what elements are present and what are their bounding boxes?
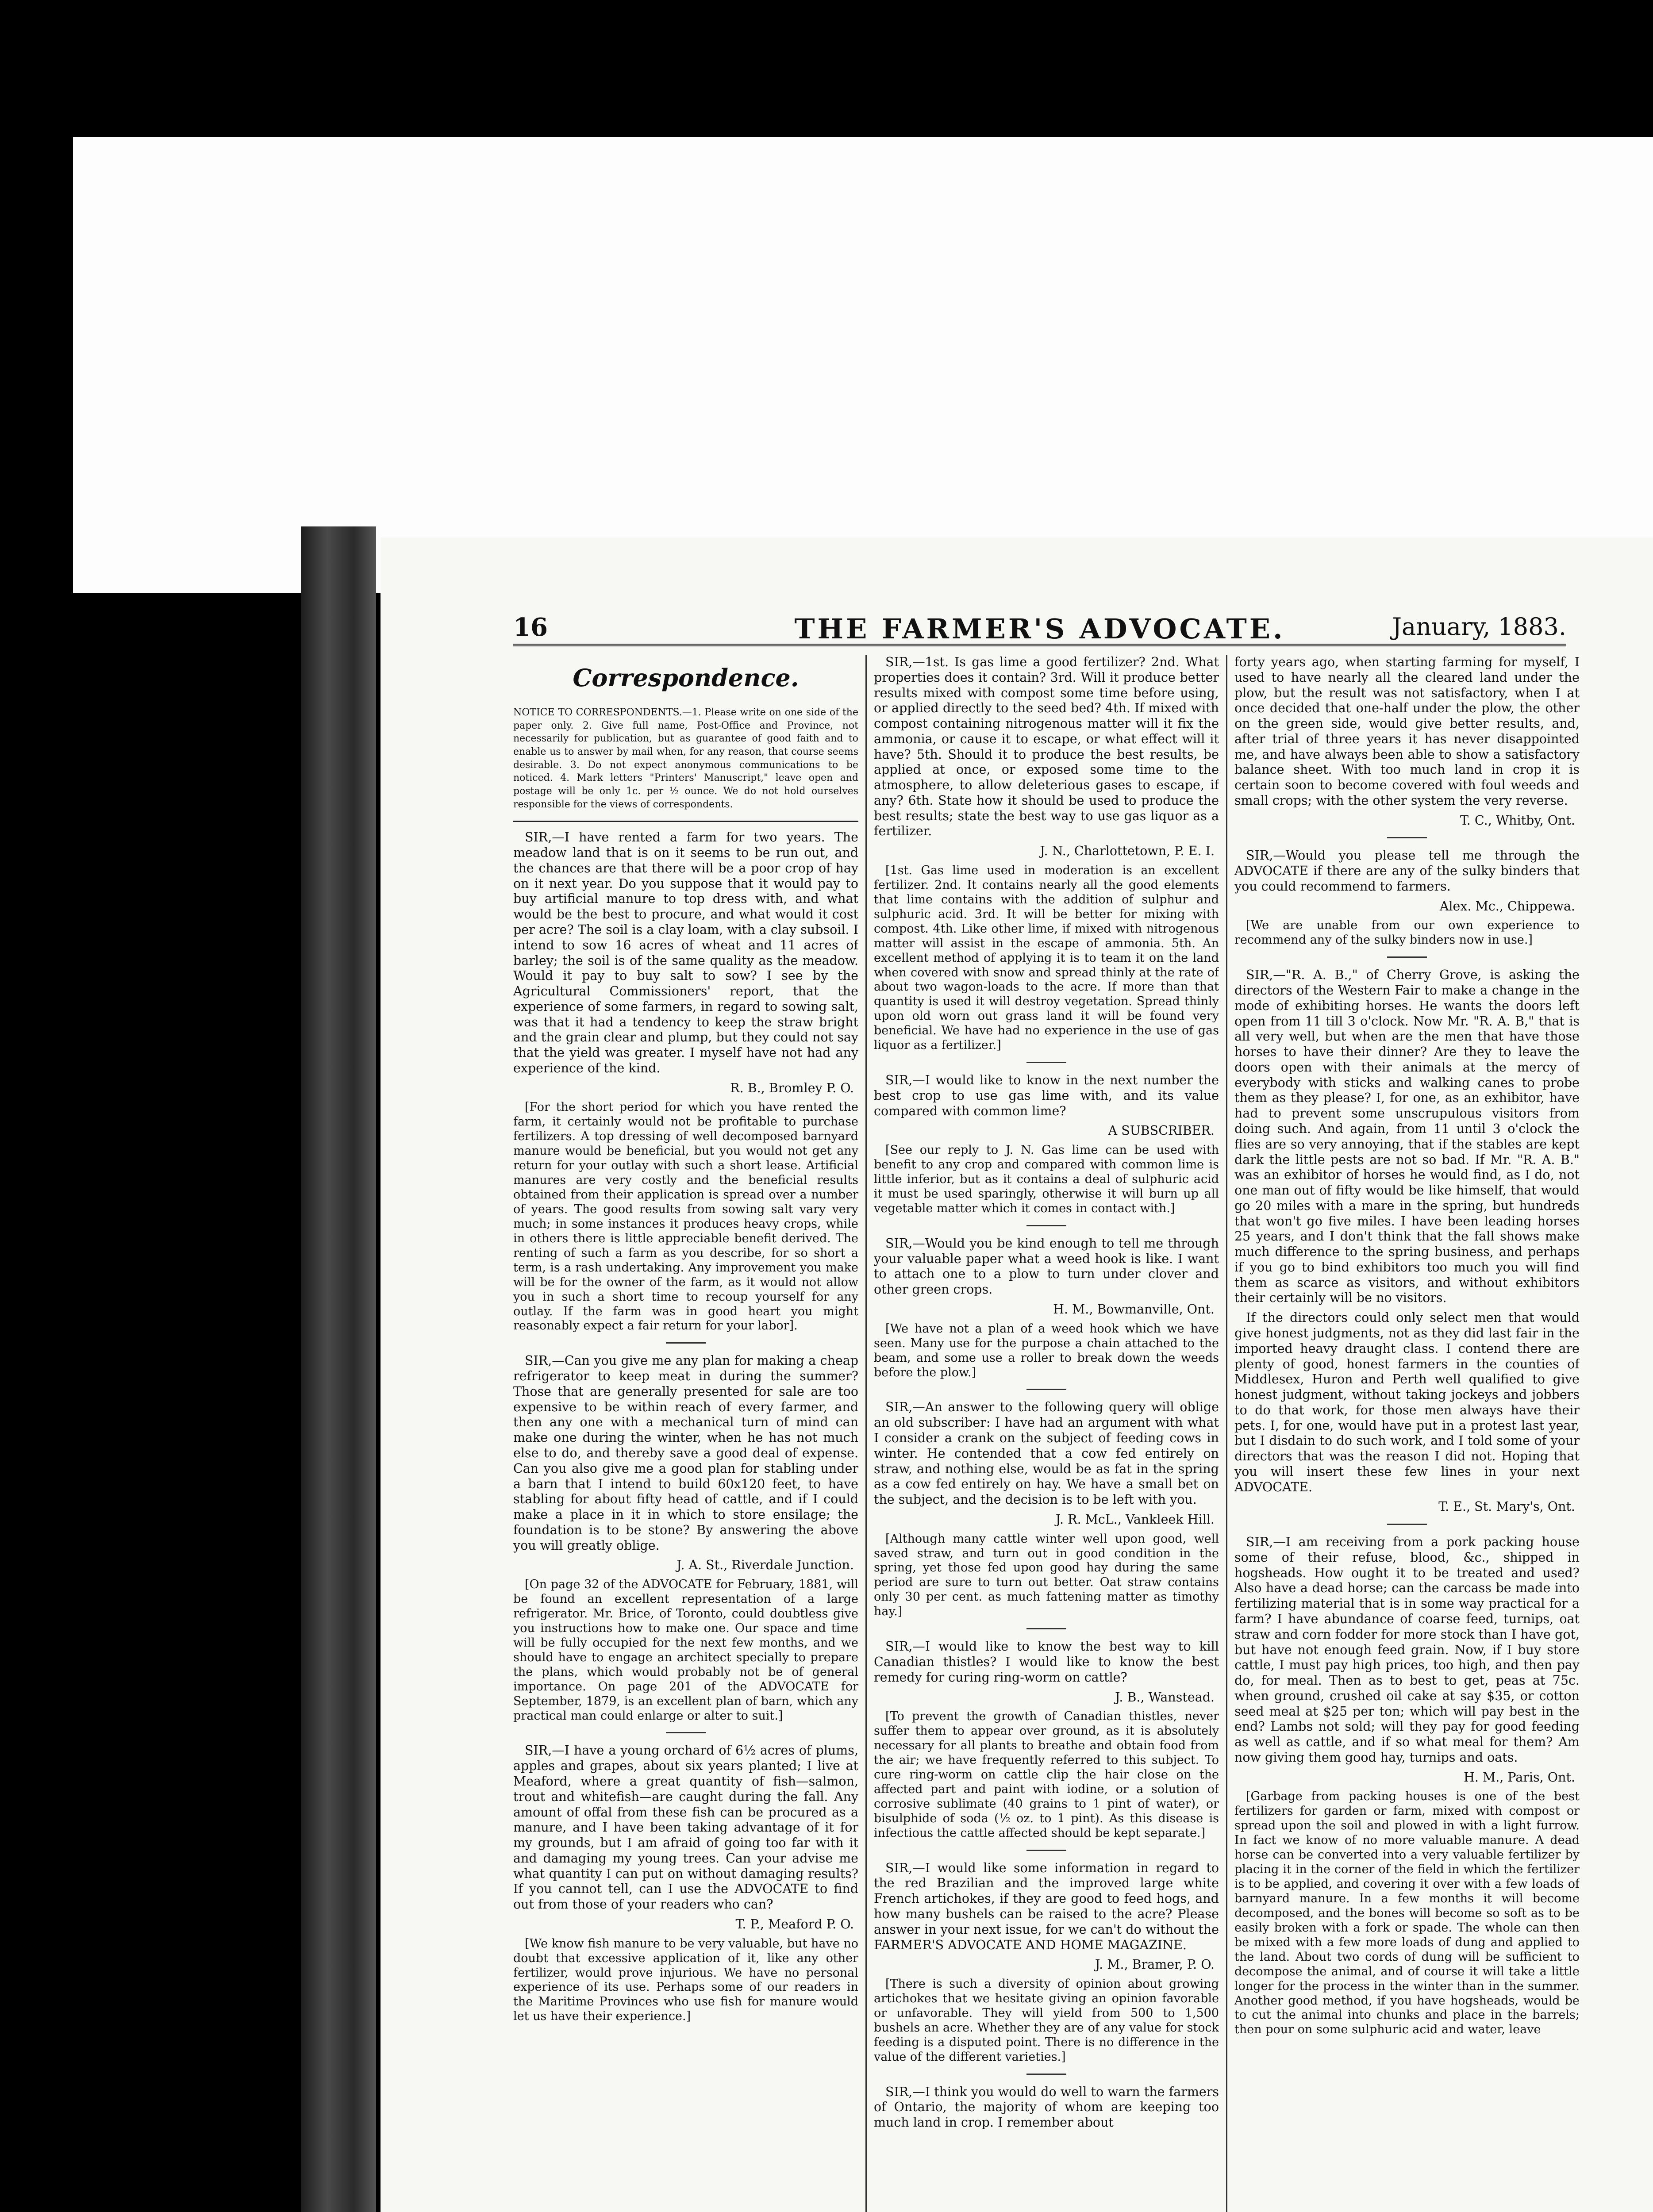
editor-reply: [Although many cattle winter well upon good, well saved straw, and turn out in good condition in the spring, yet those fed upon good hay during the same period are sure to turn out better. Oat straw contains only 30 per cent. as much fattening matter as timothy hay.] xyxy=(874,1532,1219,1619)
separator xyxy=(1026,1850,1066,1851)
signature: T. C., Whitby, Ont. xyxy=(1460,813,1575,828)
editor-reply: [On page 32 of the ADVOCATE for February, 1881, will be found an excellent representation of a large refrigerator. Mr. Brice, of Toronto, could doubtless give you instructions how to make one. Our space and time will be fully occupied for the next few months, and we should have to engage an architect specially to prepare the plans, which would probably not be of general importance. On page 201 of the ADVOCATE for September, 1879, is an excellent plan of barn, which any practical man could enlarge or alter to suit.] xyxy=(513,1578,858,1723)
signature: J. N., Charlottetown, P. E. I. xyxy=(1040,844,1215,859)
letter: SIR,—I would like to know the best way to kill Canadian thistles? I would like to know the best remedy for curing ring-worm on cattle? xyxy=(874,1639,1219,1685)
column-rule xyxy=(865,655,867,2212)
separator xyxy=(1026,1628,1066,1629)
signature: J. B., Wanstead. xyxy=(1115,1690,1215,1705)
letter: SIR,—I would like some information in regard to the red Brazilian and the improved large white French artichokes, if they are good to feed hogs, and how many bushels can be raised to the acre? Please answer in your next issue, for we can't do without the FARMER'S ADVOCATE AND HOME MAGAZINE. xyxy=(874,1860,1219,1952)
letter: SIR,—"R. A. B.," of Cherry Grove, is asking the directors of the Western Fair to make a change in the mode of exhibiting horses. He wants the doors left open from 11 till 3 o'clock. Now Mr. "R. A. B," that is all very well, but when are the men that have those horses to have their dinner? Are they to leave the doors open with their animals at the mercy of everybody with sticks and walking canes to probe them as they please? I, for one, as an exhibitor, have had to prevent some unscrupulous visitors from doing such. And again, from 11 until 3 o'clock the flies are so very annoying, that if the stables are kept dark the little pests are not so bad. If Mr. "R. A. B." was an exhibitor of horses he would find, as I do, not one man out of fifty would be like himself, that would go 20 miles with a mare in the spring, but hundreds that won't go five miles. I have been leading horses 25 years, and I don't think that the fall shows make much difference to the spring business, and perhaps if you go to bind exhibitors too much you will find them as scarce as visitors, and without exhibitors their certainly will be no visitors. xyxy=(1234,968,1580,1306)
signature: Alex. Mc., Chippewa. xyxy=(1439,899,1575,914)
separator xyxy=(1387,1524,1427,1525)
editor-reply: [For the short period for which you have rented the farm, it certainly would not be profitable to purchase fertilizers. A top dressing of well decomposed barnyard manure would be beneficial, but you would not get any return for your outlay with such a short lease. Artificial manures are very costly and the beneficial results obtained from their application is spread over a number of years. The good results from sowing salt vary very much; in some instances it produces heavy crops, while in others there is little appreciable benefit derived. The renting of such a farm as you describe, for so short a term, is a rash undertaking. Any improvement you make will be for the owner of the farm, as it would not allow you in such a short time to recoup yourself for any outlay. If the farm was in good heart you might reasonably expect a fair return for your labor]. xyxy=(513,1100,858,1333)
background-paper-band xyxy=(73,137,1653,593)
letter: If the directors could only select men that would give honest judgments, not as they did last fair in the imported heavy draught class. I contend there are plenty of good, honest farmers in the counties of Middlesex, Huron and Perth well qualified to give honest judgment, without taking jockeys and jobbers to do that work, for those men always have their pets. I, for one, would have put in a protest last year, but I disdain to do such work, and I told some of your directors that was the reason I did not. Hoping that you will insert these few lines in your next ADVOCATE. xyxy=(1234,1310,1580,1494)
letter: SIR,—I think you would do well to warn the farmers of Ontario, the majority of whom are keeping too much land in crop. I remember about xyxy=(874,2084,1219,2130)
separator xyxy=(1026,1389,1066,1390)
separator xyxy=(666,1732,706,1733)
signature: T. P., Meaford P. O. xyxy=(735,1916,854,1932)
separator xyxy=(1387,837,1427,838)
letter: SIR,—I have rented a farm for two years. The meadow land that is on it seems to be run out, and the chances are that there will be a poor crop of hay on it next year. Do you suppose that it would pay to buy artificial manure to top dress with, and what would be the best to procure, and what would it cost per acre? The soil is a clay loam, with a clay subsoil. I intend to sow 16 acres of wheat and 11 acres of barley; the soil is of the same quality as the meadow. Would it pay to buy salt to sow? I see by the Agricultural Commissioners' report, that the experience of some farmers, in regard to sowing salt, was that it had a tendency to keep the straw bright and the grain clear and plump, but they could not say that the yield was greater. I myself have not had any experience of the kind. xyxy=(513,830,858,1075)
issue-date: January, 1883. xyxy=(1392,613,1566,641)
letter: SIR,—I would like to know in the next number the best crop to use gas lime with, and its value compared with common lime? xyxy=(874,1073,1219,1118)
letter: SIR,—I have a young orchard of 6½ acres of plums, apples and grapes, about six years planted; I live at Meaford, where a great quantity of fish—salmon, trout and whitefish—are caught during the fall. Any amount of offal from these fish can be procured as a manure, and I have been taking advantage of it for my grounds, but I am afraid of going too far with it and damaging my young trees. Can your advise me what quantity I can put on without damaging results? If you cannot tell, can I use the ADVOCATE to find out from those of your readers who can? xyxy=(513,1743,858,1912)
signature: J. M., Bramer, P. O. xyxy=(1095,1957,1215,1972)
section-heading: Correspondence. xyxy=(573,664,799,692)
editor-reply: [See our reply to J. N. Gas lime can be used with benefit to any crop and compared with common lime is little inferior, but as it contains a deal of sulphuric acid it must be used sparingly, otherwise it will burn up all vegetable matter which it comes in contact with.] xyxy=(874,1143,1219,1215)
signature: T. E., St. Mary's, Ont. xyxy=(1438,1499,1575,1514)
separator xyxy=(1387,956,1427,958)
newspaper-page xyxy=(381,538,1653,2212)
separator xyxy=(1026,1062,1066,1063)
editor-reply: [We know fish manure to be very valuable, but have no doubt that excessive application of it, like any other fertilizer, would prove injurious. We have no personal experience of its use. Perhaps some of our readers in the Maritime Provinces who use fish for manure would let us have their experience.] xyxy=(513,1936,858,2024)
signature: H. M., Paris, Ont. xyxy=(1464,1770,1575,1785)
letter-continued: forty years ago, when starting farming for myself, I used to have nearly all the cleared land under the plow, but the result was not satisfactory, when I at once decided that one-half under the plow, the other on the green side, would give better results, and, after trial of three years it has never disappointed me, and have always been able to show a satisfactory balance sheet. With too much land in crop it is certain soon to become covered with foul weeds and small crops; with the other system the very reverse. xyxy=(1234,655,1580,808)
letter: SIR,—Would you please tell me through the ADVOCATE if there are any of the sulky binders that you could recommend to farmers. xyxy=(1234,848,1580,894)
notice-to-correspondents: NOTICE TO CORRESPONDENTS.—1. Please write on one side of the paper only. 2. Give full name, Post-Office and Province, not necessarily for publication, but as guarantee of good faith and to enable us to answer by mail when, for any reason, that course seems desirable. 3. Do not expect anonymous communications to be noticed. 4. Mark letters "Printers' Manuscript," leave open and postage will be only 1c. per ½ ounce. We do not hold ourselves responsible for the views of correspondents. xyxy=(513,706,858,822)
editor-reply: [We are unable from our own experience to recommend any of the sulky binders now in use.] xyxy=(1234,918,1580,947)
separator xyxy=(1026,2074,1066,2075)
editor-reply: [There is such a diversity of opinion about growing artichokes that we hesitate giving an opinion favorable or unfavorable. They will yield from 500 to 1,500 bushels an acre. Whether they are of any value for stock feeding is a disputed point. There is no difference in the value of the different varieties.] xyxy=(874,1977,1219,2064)
letter: SIR,—An answer to the following query will oblige an old subscriber: I have had an argument with what I consider a crank on the subject of feeding cows in winter. He contended that a cow fed entirely on straw, and nothing else, would be as fat in the spring as a cow fed entirely on hay. We have a small bet on the subject, and the decision is to be left with you. xyxy=(874,1400,1219,1507)
page-header xyxy=(513,613,1566,646)
letter: SIR,—Would you be kind enough to tell me through your valuable paper what a weed hook is like. I want to attach one to a plow to turn under clover and other green crops. xyxy=(874,1236,1219,1297)
separator xyxy=(1026,1225,1066,1226)
column-3 xyxy=(1234,655,1580,2212)
page-number: 16 xyxy=(513,613,548,642)
signature: H. M., Bowmanville, Ont. xyxy=(1053,1302,1215,1317)
masthead-title: THE FARMER'S ADVOCATE. xyxy=(794,613,1285,645)
book-spine xyxy=(301,526,376,2212)
signature: A SUBSCRIBER. xyxy=(1108,1123,1215,1138)
signature: J. R. McL., Vankleek Hill. xyxy=(1055,1512,1215,1527)
letter: SIR,—1st. Is gas lime a good fertilizer? 2nd. What properties does it contain? 3rd. Will it produce better results mixed with compost some time before using, or applied directly to the seed bed? 4th. If mixed with compost containing nitrogenous matter will it fix the ammonia, or cause it to escape, or what effect will it have? 5th. Should it to produce the best results, be applied at once, or exposed some time to the atmosphere, to allow deleterious gases to escape, if any? 6th. State how it should be used to produce the best results; state the best way to use gas liquor as a fertilizer. xyxy=(874,655,1219,839)
column-1 xyxy=(513,655,858,2212)
separator xyxy=(666,1342,706,1344)
editor-reply: [Garbage from packing houses is one of the best fertilizers for garden or farm, mixed with compost or spread upon the soil and plowed in with a light furrow. In fact we know of no more valuable manure. A dead horse can be converted into a very valuable fertilizer by placing it in the corner of the field in which the fertilizer is to be applied, and covering it over with a few loads of barnyard manure. In a few months it will become decomposed, and the bones will become so soft as to be easily broken with a fork or spade. The whole can then be mixed with a few more loads of dung and applied to the land. About two cords of dung will be sufficient to decompose the animal, and of course it will take a little longer for the process in the winter than in the summer. Another good method, if you have hogsheads, would be to cut the animal into chunks and place in the barrels; then pour on some sulphuric acid and water, leave xyxy=(1234,1790,1580,2037)
editor-reply: [To prevent the growth of Canadian thistles, never suffer them to appear over ground, as it is absolutely necessary for all plants to breathe and obtain food from the air; we have frequently referred to this subject. To cure ring-worm on cattle clip the hair close on the affected part and paint with iodine, or a solution of corrosive sublimate (40 grains to 1 pint of water), or bisulphide of soda (½ oz. to 1 pint). As this disease is infectious the cattle affected should be kept separate.] xyxy=(874,1709,1219,1840)
column-2 xyxy=(874,655,1219,2212)
signature: J. A. St., Riverdale Junction. xyxy=(677,1558,854,1573)
column-rule xyxy=(1226,655,1227,2212)
letter: SIR,—I am receiving from a pork packing house some of their refuse, blood, &c., shipped in hogsheads. How ought it to be treated and used? Also have a dead horse; can the carcass be made into fertilizing material that is in some way practical for a farm? I have abundance of coarse feed, turnips, oat straw and corn fodder for more stock than I have got, but have not enough feed grain. Now, if I buy store cattle, I must pay high prices, too high, and then pay do, for meal. Then as to best to get, peas at 75c. when ground, crushed oil cake at say $35, or cotton seed meal at $25 per ton; which will pay best in the end? Lambs not sold; will they pay for good feeding as well as cattle, and if so what meal for them? Am now giving them good hay, turnips and oats. xyxy=(1234,1535,1580,1765)
signature: R. B., Bromley P. O. xyxy=(730,1080,854,1095)
editor-reply: [We have not a plan of a weed hook which we have seen. Many use for the purpose a chain attached to the beam, and some use a roller to break down the weeds before the plow.] xyxy=(874,1321,1219,1379)
editor-reply: [1st. Gas lime used in moderation is an excellent fertilizer. 2nd. It contains nearly all the good elements that lime contains with the addition of sulphur and sulphuric acid. 3rd. It will be better for mixing with compost. 4th. Like other lime, if mixed with nitrogenous matter will assist in the escape of ammonia. 5th. An excellent method of applying it is to team it on the land when covered with snow and spread thinly at the rate of about two wagon-loads to the acre. If more than that quantity is used it will destroy vegetation. Spread thinly upon old worn out grass land it will be found very beneficial. We have had no experience in the use of gas liquor as a fertilizer.] xyxy=(874,863,1219,1052)
letter: SIR,—Can you give me any plan for making a cheap refrigerator to keep meat in during the summer? Those that are generally presented for sale are too expensive to be within reach of every farmer, and then any one with a mechanical turn of mind can make one during the winter, when he has not much else to do, and thereby save a good deal of expense. Can you also give me a good plan for stabling under a barn that I intend to build 60x120 feet, to have stabling for about fifty head of cattle, and if I could make a place in it in which to store ensilage; the foundation is to be stone? By answering the above you will greatly oblige. xyxy=(513,1353,858,1553)
